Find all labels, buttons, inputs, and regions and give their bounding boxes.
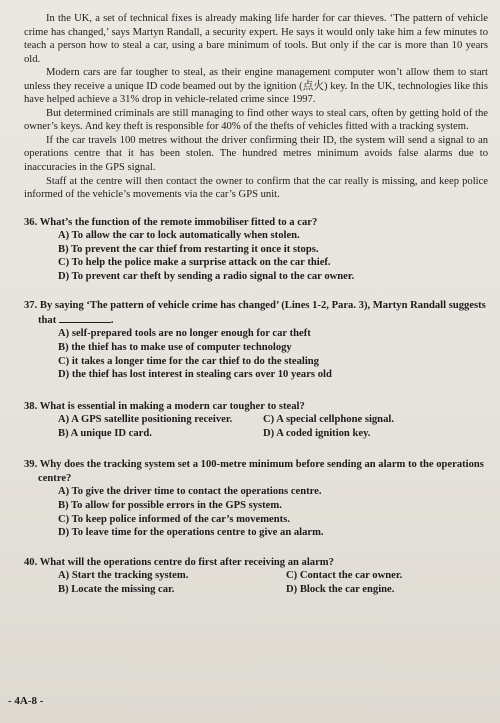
- option-b: B) the thief has to make use of computer technology: [58, 342, 292, 354]
- option-d: D) To prevent car theft by sending a radio signal to the car owner.: [58, 270, 355, 282]
- option-d: D) To leave time for the operations centre to give an alarm.: [58, 527, 324, 539]
- passage-paragraph: If the car travels 100 metres without the driver confirming their ID, the system will send a signal to an operations centre that it has been stolen. The hundred metres minimum avoids false alarms due to inaccuracies in the GPS signal.: [24, 134, 488, 174]
- page-number: - 4A-8 -: [8, 695, 44, 708]
- option-d: D) the thief has lost interest in stealing cars over 10 years old: [58, 369, 332, 381]
- option-a: A) A GPS satellite positioning receiver.: [58, 414, 233, 426]
- question-stem-line2: suggests that: [38, 300, 486, 326]
- question-stem: 39. Why does the tracking system set a 100-metre minimum before sending an alarm to the operations centre?: [24, 459, 484, 484]
- option-a: A) To give the driver time to contact the operations centre.: [58, 486, 322, 498]
- question-36: [24, 216, 488, 284]
- option-c: C) it takes a longer time for the car thief to do the stealing: [58, 355, 319, 367]
- option-c: C) A special cellphone signal.: [263, 414, 394, 426]
- question-37: [24, 299, 488, 381]
- options-grid: [58, 413, 488, 440]
- option-d: D) A coded ignition key.: [263, 427, 371, 439]
- option-a: A) Start the tracking system.: [58, 570, 189, 582]
- option-c: C) To keep police informed of the car’s movements.: [58, 513, 290, 525]
- reading-passage: [24, 12, 488, 202]
- options-grid: [58, 569, 488, 596]
- question-39: [24, 458, 488, 539]
- question-stem: 38. What is essential in making a modern car tougher to steal?: [24, 400, 305, 412]
- answer-blank: [59, 313, 111, 323]
- question-38: [24, 400, 488, 441]
- question-40: [24, 556, 488, 597]
- option-b: B) Locate the missing car.: [58, 583, 175, 595]
- passage-paragraph: But determined criminals are still managing to find other ways to steal cars, often by getting hold of the owner’s keys. And key theft is responsible for 40% of the thefts of vehicles fitted with a tracking system.: [24, 107, 488, 133]
- question-stem: 40. What will the operations centre do first after receiving an alarm?: [24, 556, 334, 568]
- option-b: B) A unique ID card.: [58, 427, 152, 439]
- options-list: [58, 229, 488, 283]
- option-a: A) self-prepared tools are no longer enough for car theft: [58, 328, 311, 340]
- option-b: B) To prevent the car thief from restarting it once it stops.: [58, 243, 319, 255]
- option-c: C) To help the police make a surprise attack on the car thief.: [58, 257, 331, 269]
- passage-paragraph: In the UK, a set of technical fixes is already making life harder for car thieves. ‘The pattern of vehicle crime has changed,’ says Martyn Randall, a security expert. He says it would only take him a few minutes to teach a person how to steal a car, using a bare minimum of tools. But only if the car is more than 10 years old.: [24, 13, 488, 65]
- options-list: [58, 485, 488, 539]
- option-b: B) To allow for possible errors in the GPS system.: [58, 499, 282, 511]
- question-stem-line1: 37. By saying ‘The pattern of vehicle crime has changed’ (Lines 1-2, Para. 3), Martyn Randall: [24, 300, 447, 312]
- option-a: A) To allow the car to lock automatically when stolen.: [58, 230, 300, 242]
- option-c: C) Contact the car owner.: [286, 570, 403, 582]
- question-stem: [24, 299, 488, 327]
- passage-paragraph: Modern cars are far tougher to steal, as their engine management computer won’t allow them to start unless they receive a unique ID code beamed out by the ignition (点火) key. In the UK, technologies like this have helped achieve a 31% drop in vehicle-related crime since 1997.: [24, 67, 488, 106]
- options-list: [58, 327, 488, 381]
- passage-paragraph: Staff at the centre will then contact the owner to confirm that the car really is missing, and keep police informed of the vehicle’s movements via the car’s GPS unit.: [24, 175, 488, 201]
- question-stem-end: .: [110, 314, 114, 326]
- question-stem: 36. What’s the function of the remote immobiliser fitted to a car?: [24, 216, 318, 228]
- option-d: D) Block the car engine.: [286, 583, 395, 595]
